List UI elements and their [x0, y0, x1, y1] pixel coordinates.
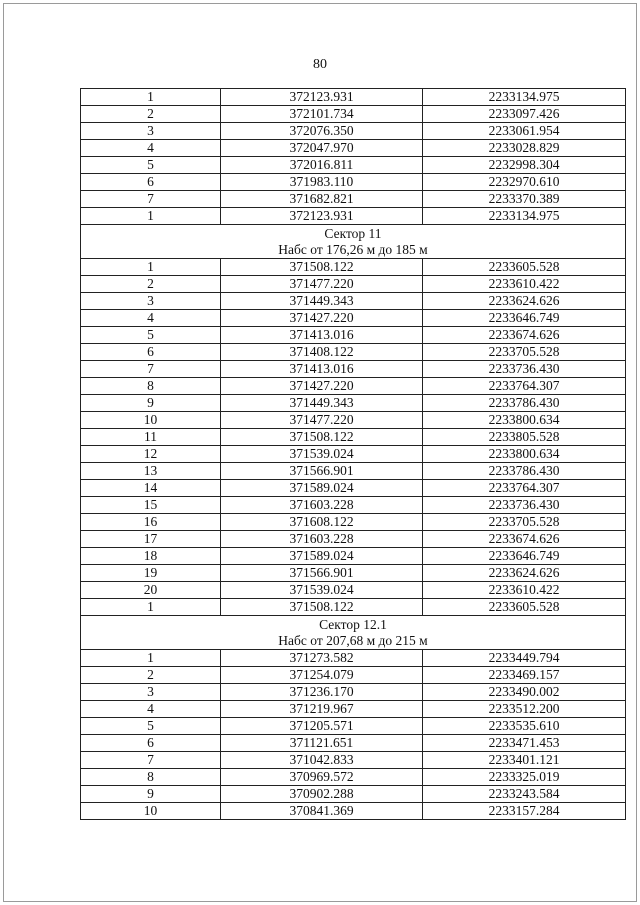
point-number-cell: 5 — [81, 718, 221, 735]
x-coordinate-cell: 371121.651 — [221, 735, 423, 752]
x-coordinate-cell: 372047.970 — [221, 140, 423, 157]
y-coordinate-cell: 2233786.430 — [423, 395, 626, 412]
y-coordinate-cell: 2233624.626 — [423, 293, 626, 310]
y-coordinate-cell: 2233370.389 — [423, 191, 626, 208]
x-coordinate-cell: 371477.220 — [221, 276, 423, 293]
table-row — [81, 803, 626, 820]
x-coordinate-cell: 372076.350 — [221, 123, 423, 140]
y-coordinate-cell: 2233764.307 — [423, 480, 626, 497]
x-coordinate-cell: 371273.582 — [221, 650, 423, 667]
x-coordinate-cell: 372123.931 — [221, 208, 423, 225]
table-row — [81, 174, 626, 191]
point-number-cell: 2 — [81, 667, 221, 684]
coordinates-table — [80, 88, 626, 820]
x-coordinate-cell: 371413.016 — [221, 361, 423, 378]
point-number-cell: 1 — [81, 208, 221, 225]
table-row — [81, 208, 626, 225]
x-coordinate-cell: 371254.079 — [221, 667, 423, 684]
table-row — [81, 89, 626, 106]
point-number-cell: 3 — [81, 293, 221, 310]
section-header-cell — [81, 616, 626, 650]
y-coordinate-cell: 2232998.304 — [423, 157, 626, 174]
table-row — [81, 769, 626, 786]
y-coordinate-cell: 2233805.528 — [423, 429, 626, 446]
x-coordinate-cell: 371205.571 — [221, 718, 423, 735]
x-coordinate-cell: 371408.122 — [221, 344, 423, 361]
x-coordinate-cell: 371219.967 — [221, 701, 423, 718]
y-coordinate-cell: 2233800.634 — [423, 446, 626, 463]
table-row — [81, 497, 626, 514]
x-coordinate-cell: 371539.024 — [221, 582, 423, 599]
point-number-cell: 7 — [81, 191, 221, 208]
x-coordinate-cell: 371508.122 — [221, 599, 423, 616]
table-row — [81, 327, 626, 344]
y-coordinate-cell: 2233469.157 — [423, 667, 626, 684]
y-coordinate-cell: 2233786.430 — [423, 463, 626, 480]
point-number-cell: 20 — [81, 582, 221, 599]
y-coordinate-cell: 2233401.121 — [423, 752, 626, 769]
y-coordinate-cell: 2233605.528 — [423, 259, 626, 276]
point-number-cell: 17 — [81, 531, 221, 548]
x-coordinate-cell: 371539.024 — [221, 446, 423, 463]
point-number-cell: 10 — [81, 412, 221, 429]
x-coordinate-cell: 371566.901 — [221, 565, 423, 582]
x-coordinate-cell: 371427.220 — [221, 310, 423, 327]
y-coordinate-cell: 2233736.430 — [423, 497, 626, 514]
x-coordinate-cell: 371449.343 — [221, 395, 423, 412]
table-row — [81, 650, 626, 667]
y-coordinate-cell: 2232970.610 — [423, 174, 626, 191]
x-coordinate-cell: 371427.220 — [221, 378, 423, 395]
y-coordinate-cell: 2233646.749 — [423, 548, 626, 565]
y-coordinate-cell: 2233449.794 — [423, 650, 626, 667]
point-number-cell: 10 — [81, 803, 221, 820]
x-coordinate-cell: 371608.122 — [221, 514, 423, 531]
table-row — [81, 531, 626, 548]
point-number-cell: 8 — [81, 769, 221, 786]
point-number-cell: 12 — [81, 446, 221, 463]
y-coordinate-cell: 2233134.975 — [423, 208, 626, 225]
table-row — [81, 514, 626, 531]
table-row — [81, 735, 626, 752]
point-number-cell: 7 — [81, 361, 221, 378]
y-coordinate-cell: 2233157.284 — [423, 803, 626, 820]
y-coordinate-cell: 2233490.002 — [423, 684, 626, 701]
x-coordinate-cell: 371603.228 — [221, 497, 423, 514]
table-row — [81, 191, 626, 208]
y-coordinate-cell: 2233646.749 — [423, 310, 626, 327]
point-number-cell: 8 — [81, 378, 221, 395]
point-number-cell: 18 — [81, 548, 221, 565]
point-number-cell: 3 — [81, 123, 221, 140]
table-row — [81, 446, 626, 463]
point-number-cell: 4 — [81, 140, 221, 157]
point-number-cell: 5 — [81, 327, 221, 344]
table-row — [81, 480, 626, 497]
section-title: Сектор 11 — [324, 225, 382, 241]
point-number-cell: 11 — [81, 429, 221, 446]
y-coordinate-cell: 2233764.307 — [423, 378, 626, 395]
x-coordinate-cell: 371682.821 — [221, 191, 423, 208]
y-coordinate-cell: 2233736.430 — [423, 361, 626, 378]
table-row — [81, 565, 626, 582]
y-coordinate-cell: 2233610.422 — [423, 582, 626, 599]
table-row — [81, 310, 626, 327]
table-row — [81, 140, 626, 157]
x-coordinate-cell: 371603.228 — [221, 531, 423, 548]
y-coordinate-cell: 2233674.626 — [423, 327, 626, 344]
section-title: Сектор 12.1 — [319, 616, 387, 632]
point-number-cell: 1 — [81, 650, 221, 667]
y-coordinate-cell: 2233243.584 — [423, 786, 626, 803]
y-coordinate-cell: 2233610.422 — [423, 276, 626, 293]
section-subtitle: Набс от 176,26 м до 185 м — [278, 241, 428, 257]
point-number-cell: 5 — [81, 157, 221, 174]
x-coordinate-cell: 370902.288 — [221, 786, 423, 803]
table-row — [81, 106, 626, 123]
table-row — [81, 548, 626, 565]
table-row — [81, 752, 626, 769]
table-row — [81, 378, 626, 395]
y-coordinate-cell: 2233097.426 — [423, 106, 626, 123]
x-coordinate-cell: 370841.369 — [221, 803, 423, 820]
table-row — [81, 123, 626, 140]
page-number: 80 — [313, 57, 327, 72]
y-coordinate-cell: 2233705.528 — [423, 344, 626, 361]
point-number-cell: 19 — [81, 565, 221, 582]
point-number-cell: 6 — [81, 344, 221, 361]
table-row — [81, 276, 626, 293]
point-number-cell: 6 — [81, 735, 221, 752]
table-row — [81, 361, 626, 378]
point-number-cell: 15 — [81, 497, 221, 514]
section-header-cell — [81, 225, 626, 259]
x-coordinate-cell: 371042.833 — [221, 752, 423, 769]
y-coordinate-cell: 2233705.528 — [423, 514, 626, 531]
point-number-cell: 1 — [81, 89, 221, 106]
table-row — [81, 429, 626, 446]
point-number-cell: 9 — [81, 786, 221, 803]
point-number-cell: 4 — [81, 310, 221, 327]
point-number-cell: 9 — [81, 395, 221, 412]
x-coordinate-cell: 371508.122 — [221, 429, 423, 446]
point-number-cell: 13 — [81, 463, 221, 480]
section-header-row — [81, 225, 626, 259]
y-coordinate-cell: 2233061.954 — [423, 123, 626, 140]
point-number-cell: 2 — [81, 276, 221, 293]
y-coordinate-cell: 2233674.626 — [423, 531, 626, 548]
x-coordinate-cell: 370969.572 — [221, 769, 423, 786]
table-row — [81, 718, 626, 735]
y-coordinate-cell: 2233134.975 — [423, 89, 626, 106]
table-row — [81, 395, 626, 412]
y-coordinate-cell: 2233624.626 — [423, 565, 626, 582]
y-coordinate-cell: 2233325.019 — [423, 769, 626, 786]
x-coordinate-cell: 371589.024 — [221, 548, 423, 565]
point-number-cell: 4 — [81, 701, 221, 718]
x-coordinate-cell: 371477.220 — [221, 412, 423, 429]
x-coordinate-cell: 371449.343 — [221, 293, 423, 310]
table-row — [81, 157, 626, 174]
x-coordinate-cell: 371236.170 — [221, 684, 423, 701]
x-coordinate-cell: 371983.110 — [221, 174, 423, 191]
table-row — [81, 701, 626, 718]
y-coordinate-cell: 2233471.453 — [423, 735, 626, 752]
point-number-cell: 6 — [81, 174, 221, 191]
table-row — [81, 344, 626, 361]
y-coordinate-cell: 2233028.829 — [423, 140, 626, 157]
table-row — [81, 259, 626, 276]
x-coordinate-cell: 371589.024 — [221, 480, 423, 497]
table-row — [81, 463, 626, 480]
y-coordinate-cell: 2233800.634 — [423, 412, 626, 429]
point-number-cell: 3 — [81, 684, 221, 701]
x-coordinate-cell: 372123.931 — [221, 89, 423, 106]
table-row — [81, 599, 626, 616]
table-row — [81, 667, 626, 684]
table-row — [81, 684, 626, 701]
table-row — [81, 786, 626, 803]
x-coordinate-cell: 372101.734 — [221, 106, 423, 123]
point-number-cell: 2 — [81, 106, 221, 123]
section-header-row — [81, 616, 626, 650]
point-number-cell: 1 — [81, 599, 221, 616]
y-coordinate-cell: 2233605.528 — [423, 599, 626, 616]
x-coordinate-cell: 371566.901 — [221, 463, 423, 480]
y-coordinate-cell: 2233512.200 — [423, 701, 626, 718]
point-number-cell: 14 — [81, 480, 221, 497]
table-row — [81, 412, 626, 429]
x-coordinate-cell: 371413.016 — [221, 327, 423, 344]
point-number-cell: 1 — [81, 259, 221, 276]
x-coordinate-cell: 372016.811 — [221, 157, 423, 174]
y-coordinate-cell: 2233535.610 — [423, 718, 626, 735]
x-coordinate-cell: 371508.122 — [221, 259, 423, 276]
point-number-cell: 16 — [81, 514, 221, 531]
coordinates-table-body — [81, 89, 626, 820]
point-number-cell: 7 — [81, 752, 221, 769]
table-row — [81, 582, 626, 599]
section-subtitle: Набс от 207,68 м до 215 м — [278, 632, 428, 648]
table-row — [81, 293, 626, 310]
